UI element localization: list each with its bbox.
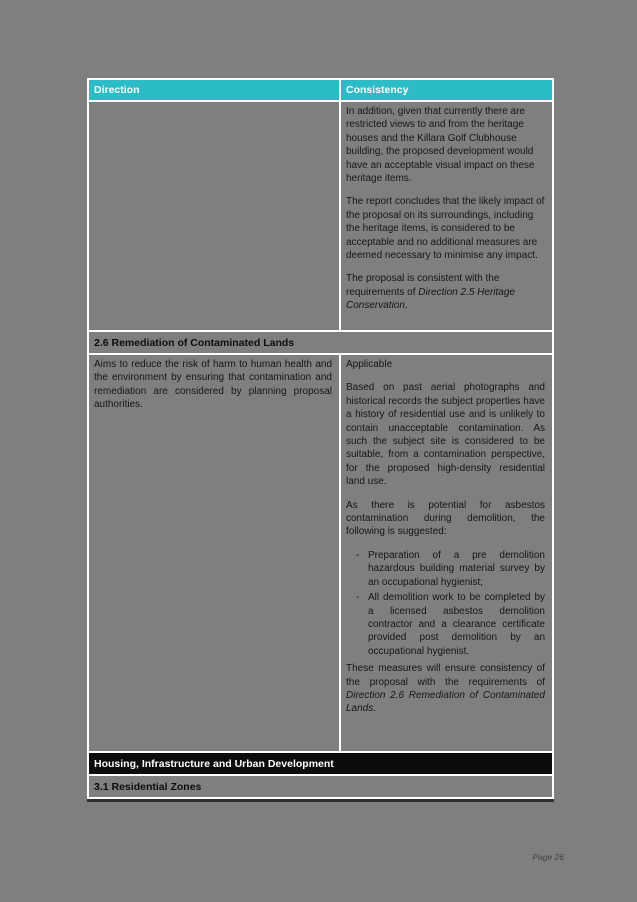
text-run: . <box>373 703 377 715</box>
direction-2-6-reference: Direction 2.6 Remediation of Contaminated Lands <box>346 689 545 715</box>
direction-2-5-reference: Direction 2.5 Heritage Conservation <box>346 286 515 312</box>
column-header-consistency: Consistency <box>341 80 552 100</box>
consistency-cell-heritage <box>341 102 552 330</box>
list-item <box>356 549 545 589</box>
list-item <box>356 591 545 658</box>
direction-cell-contamination: Aims to reduce the risk of harm to human health and the environment by ensuring that contamination and remediation are considered by planning proposal authorities. <box>89 355 339 751</box>
list-item-text: All demolition work to be completed by a licensed asbestos demolition contractor and a clearance certificate provided post demolition by an occupational hygienist. <box>368 592 545 657</box>
text-run: . <box>404 300 408 312</box>
text-run: The proposal is consistent with the requirements of <box>346 273 500 298</box>
paragraph-applicable: Applicable <box>346 359 393 370</box>
paragraph-heritage-report-conclusion: The report concludes that the likely impact of the proposal on its surroundings, including the heritage items, is considered to be acceptable and no additional measures are deemed necessary to minimise any impact. <box>346 196 545 262</box>
dash-bullet-icon: - <box>356 549 360 561</box>
paragraph-asbestos-potential: As there is potential for asbestos contamination during demolition, the following is suggested: <box>346 499 545 538</box>
paragraph-contamination-history: Based on past aerial photographs and historical records the subject properties have a history of residential use and is unlikely to contain unacceptable contamination. As such the subject site is considered to be suitable, from a contamination perspective, for the proposed high-density residential land use. <box>346 382 545 488</box>
dash-bullet-icon: - <box>356 592 360 604</box>
consistency-table <box>87 78 554 802</box>
section-header-2-6-remediation: 2.6 Remediation of Contaminated Lands <box>89 332 552 353</box>
page-number: Page 26 <box>532 852 564 862</box>
text-run: These measures will ensure consistency of the proposal with the requirements of <box>346 663 545 688</box>
paragraph-heritage-visual-impact: In addition, given that currently there are restricted views to and from the heritage houses and the Killara Golf Clubhouse building, the proposed development would have an acceptable visual impact on these heritage items. <box>346 106 535 185</box>
list-item-text: Preparation of a pre demolition hazardous building material survey by an occupational hygienist; <box>368 549 545 588</box>
consistency-cell-contamination <box>341 355 552 751</box>
paragraph-heritage-consistency <box>346 272 545 312</box>
column-header-direction: Direction <box>89 80 339 100</box>
paragraph-contamination-consistency <box>346 662 545 716</box>
section-header-3-1-residential-zones: 3.1 Residential Zones <box>89 776 552 797</box>
suggestion-list <box>346 549 545 658</box>
direction-cell-heritage-empty <box>89 102 339 330</box>
category-banner-housing: Housing, Infrastructure and Urban Development <box>89 753 552 774</box>
